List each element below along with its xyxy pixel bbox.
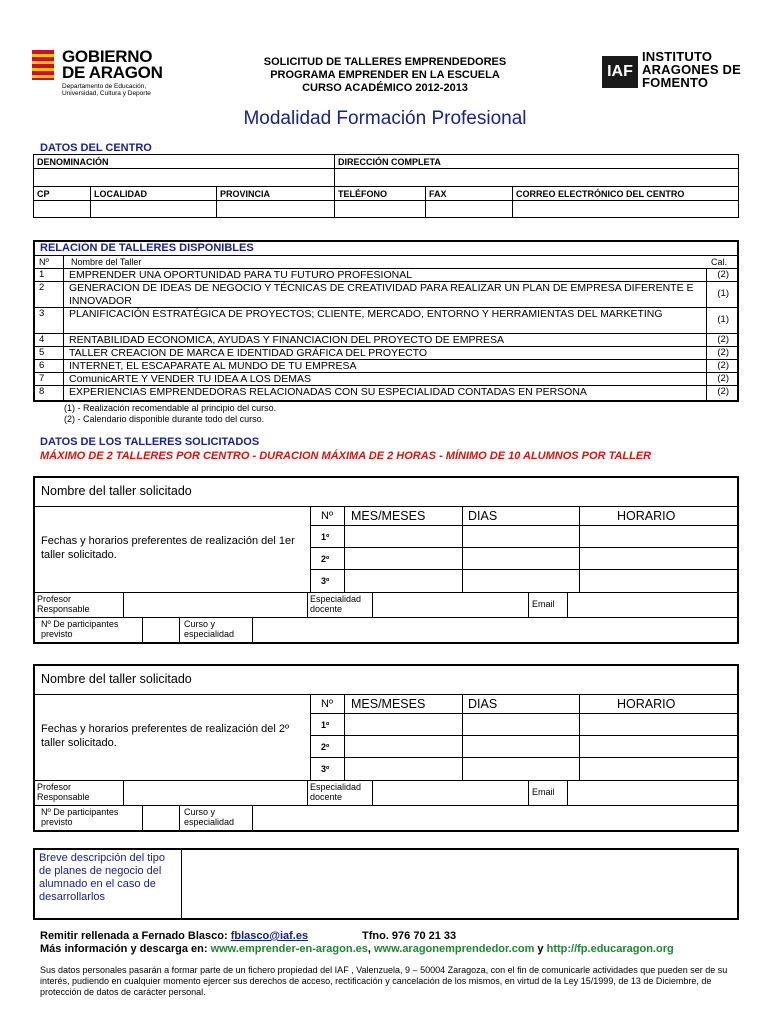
taller1-row1: 1º: [321, 532, 330, 542]
solicitados-warning: MÁXIMO DE 2 TALLERES POR CENTRO - DURACION MÁXIMA DE 2 HORAS - MÍNIMO DE 10 ALUMNOS POR TALLER: [40, 450, 652, 462]
provincia-label: PROVINCIA: [220, 189, 271, 199]
descripcion-label: Breve descripción del tipo de planes de negocio del alumnado en el caso de desarrollarlos: [39, 852, 165, 903]
gov-line2: DE ARAGON: [62, 63, 163, 82]
taller1-row2: 2º: [321, 554, 330, 564]
url1-link[interactable]: www.emprender-en-aragon.es: [210, 943, 368, 955]
taller-name: EMPRENDER UNA OPORTUNIDAD PARA TU FUTURO PROFESIONAL: [69, 269, 413, 281]
taller2-email-label: Email: [532, 787, 555, 797]
header-title: [220, 56, 550, 95]
taller1-col-n: Nº: [321, 510, 333, 522]
localidad-label: LOCALIDAD: [94, 189, 147, 199]
descripcion-input[interactable]: [181, 850, 737, 918]
taller1-curso-input[interactable]: [252, 617, 739, 642]
localidad-field[interactable]: [91, 187, 217, 217]
gov-line1: GOBIERNO: [62, 47, 153, 66]
talleres-table: [33, 240, 739, 402]
iaf-logo: [602, 50, 752, 96]
taller2-row1: 1º: [321, 720, 330, 730]
taller-cal: (2): [717, 347, 729, 358]
taller1-col-horario: HORARIO: [617, 509, 676, 523]
main-title: Modalidad Formación Profesional: [243, 108, 527, 129]
taller2-especialidad-label: Especialidad docente: [310, 782, 362, 802]
footer-remitir: [40, 930, 308, 942]
fax-field[interactable]: [426, 187, 513, 217]
iaf-name: [642, 50, 741, 89]
taller2-participantes-input[interactable]: [142, 805, 180, 830]
taller-name: RENTABILIDAD ECONOMICA, AYUDAS Y FINANCIACION DEL PROYECTO DE EMPRESA: [69, 334, 505, 346]
taller1-fechas-label: Fechas y horarios preferentes de realización del 1er taller solicitado.: [41, 535, 295, 561]
url2-link[interactable]: www.aragonemprendedor.com: [374, 943, 535, 955]
taller1-col-mes: MES/MESES: [351, 509, 426, 523]
centro-table: [33, 154, 739, 218]
taller-number: 7: [39, 373, 45, 384]
taller-number: 2: [39, 282, 45, 293]
taller-number: 3: [39, 308, 45, 319]
taller-name: INTERNET, EL ESCAPARATE AL MUNDO DE TU EMPRESA: [69, 360, 357, 372]
provincia-field[interactable]: [217, 187, 335, 217]
remitir-email-link[interactable]: fblasco@iaf.es: [230, 930, 309, 942]
taller-cal: (2): [717, 373, 729, 384]
iaf-line2: ARAGONES DE: [642, 62, 741, 77]
taller1-curso-label: Curso y especialidad: [184, 619, 235, 639]
taller1-nombre-label: Nombre del taller solicitado: [41, 484, 192, 498]
url-y: y: [534, 943, 547, 955]
taller-row: [35, 360, 737, 373]
iaf-line3: FOMENTO: [642, 75, 709, 90]
taller-cal: (2): [717, 360, 729, 371]
centro-title: DATOS DEL CENTRO: [40, 142, 152, 154]
talleres-title: RELACIÓN DE TALLERES DISPONIBLES: [40, 242, 254, 254]
taller-cal: (2): [717, 269, 729, 280]
denominacion-field[interactable]: [34, 155, 335, 187]
taller2-participantes-label: Nº De participantes previsto: [41, 807, 119, 827]
taller1-email-label: Email: [532, 599, 555, 609]
taller1-participantes-label: Nº De participantes previsto: [41, 619, 119, 639]
fax-label: FAX: [429, 189, 447, 199]
taller1-block: [33, 476, 739, 644]
taller-name: GENERACION DE IDEAS DE NEGOCIO Y TÉCNICAS DE CREATIVIDAD PARA REALIZAR UN PLAN DE EMPRESA DIFERENTE E INNOVADOR: [69, 282, 694, 307]
taller-cal: (1): [717, 314, 729, 325]
telefono-label: TELÉFONO: [338, 189, 387, 199]
note-2: (2) - Calendario disponible durante todo del curso.: [64, 414, 265, 424]
taller2-row3: 3º: [321, 764, 330, 774]
taller2-email-input[interactable]: [567, 780, 739, 805]
taller2-row2: 2º: [321, 742, 330, 752]
denominacion-label: DENOMINACIÓN: [37, 157, 109, 167]
col-nombre-header: Nombre del Taller: [71, 257, 142, 267]
taller-name: PLANIFICACIÓN ESTRATÉGICA DE PROYECTOS; CLIENTE, MERCADO, ENTORNO Y HERRAMIENTAS DEL MARKETING: [69, 308, 663, 320]
col-n-header: Nº: [39, 257, 49, 267]
taller2-col-horario: HORARIO: [617, 697, 676, 711]
solicitados-title: DATOS DE LOS TALLERES SOLICITADOS: [40, 436, 260, 448]
taller-name: ComunicARTE Y VENDER TU IDEA A LOS DEMAS: [69, 373, 311, 385]
taller-name: EXPERIENCIAS EMPRENDEDORAS RELACIONADAS CON SU ESPECIALIDAD CONTADAS EN PERSONA: [69, 386, 587, 398]
taller2-curso-label: Curso y especialidad: [184, 807, 235, 827]
taller-number: 5: [39, 347, 45, 358]
col-cal-header: Cal.: [710, 257, 727, 267]
taller1-participantes-input[interactable]: [142, 617, 180, 642]
aragon-flag-icon: [32, 50, 54, 80]
remitir-label: Remitir rellenada a Fernado Blasco:: [40, 930, 231, 942]
descripcion-block: [33, 848, 739, 920]
taller2-profesor-label: Profesor Responsable: [37, 782, 90, 802]
taller-row: [35, 282, 737, 308]
telefono-field[interactable]: [335, 187, 426, 217]
iaf-mark: IAF: [602, 56, 638, 88]
taller-cal: (1): [717, 288, 729, 299]
taller-name: TALLER CREACION DE MARCA E IDENTIDAD GRÁFICA DEL PROYECTO: [69, 347, 428, 359]
taller-row: [35, 308, 737, 334]
taller1-row3: 3º: [321, 576, 330, 586]
cp-label: CP: [37, 189, 50, 199]
taller2-block: [33, 664, 739, 832]
taller-number: 4: [39, 334, 45, 345]
taller2-col-dias: DIAS: [468, 697, 498, 711]
taller2-nombre-label: Nombre del taller solicitado: [41, 672, 192, 686]
taller-cal: (2): [717, 334, 729, 345]
taller-cal: (2): [717, 386, 729, 397]
correo-field[interactable]: [513, 187, 738, 217]
title-line3: CURSO ACADÉMICO 2012-2013: [302, 82, 468, 94]
taller-number: 6: [39, 360, 45, 371]
taller-row: [35, 386, 737, 399]
iaf-line1: INSTITUTO: [642, 49, 713, 64]
taller2-col-n: Nº: [321, 698, 333, 710]
taller-number: 8: [39, 386, 45, 397]
gobierno-aragon-logo: [32, 47, 192, 102]
footer-mas-info: [40, 943, 674, 955]
taller-number: 1: [39, 269, 45, 280]
correo-label: CORREO ELECTRÓNICO DEL CENTRO: [516, 189, 685, 199]
taller-row: [35, 334, 737, 347]
taller2-schedule-grid: [310, 694, 739, 780]
title-line2: PROGRAMA EMPRENDER EN LA ESCUELA: [270, 69, 500, 81]
taller1-especialidad-label: Especialidad docente: [310, 594, 362, 614]
note-1: (1) - Realización recomendable al principio del curso.: [64, 403, 277, 413]
taller2-especialidad-input[interactable]: [372, 780, 529, 805]
taller-row: [35, 373, 737, 386]
taller1-profesor-label: Profesor Responsable: [37, 594, 90, 614]
taller1-email-input[interactable]: [567, 592, 739, 617]
taller2-col-mes: MES/MESES: [351, 697, 426, 711]
taller1-schedule-grid: [310, 506, 739, 592]
taller2-fechas-label: Fechas y horarios preferentes de realización del 2º taller solicitado.: [41, 723, 289, 749]
taller-row: [35, 347, 737, 360]
url3-link[interactable]: http://fp.educaragon.org: [546, 943, 674, 955]
taller1-especialidad-input[interactable]: [372, 592, 529, 617]
gov-dept: Departamento de Educación, Universidad, Cultura y Deporte: [62, 83, 151, 97]
footer-legal: Sus datos personales pasarán a formar parte de un fichero propiedad del IAF , Valenzuela, 9 – 50004 Zaragoza, con el fin de comunicarle actividades que pueden ser de su interés, pudiendo en cualquier momento ejercer sus derechos de acceso, rectificación y cancelación de los mismos, en virtud de la Ley 15/1999, de 13 de Diciembre, de protección de datos de carácter personal.: [40, 965, 728, 997]
taller2-profesor-input[interactable]: [123, 780, 308, 805]
direccion-field[interactable]: [335, 155, 738, 187]
footer-tfno: Tfno. 976 70 21 33: [362, 930, 457, 942]
title-line1: SOLICITUD DE TALLERES EMPRENDEDORES: [263, 56, 507, 68]
url-sep: ,: [367, 943, 374, 955]
cp-field[interactable]: [34, 187, 91, 217]
taller1-col-dias: DIAS: [468, 509, 498, 523]
mas-info-label: Más información y descarga en:: [40, 943, 211, 955]
taller2-curso-input[interactable]: [252, 805, 739, 830]
taller-row: [35, 269, 737, 282]
taller1-profesor-input[interactable]: [123, 592, 308, 617]
direccion-label: DIRECCIÓN COMPLETA: [338, 157, 441, 167]
